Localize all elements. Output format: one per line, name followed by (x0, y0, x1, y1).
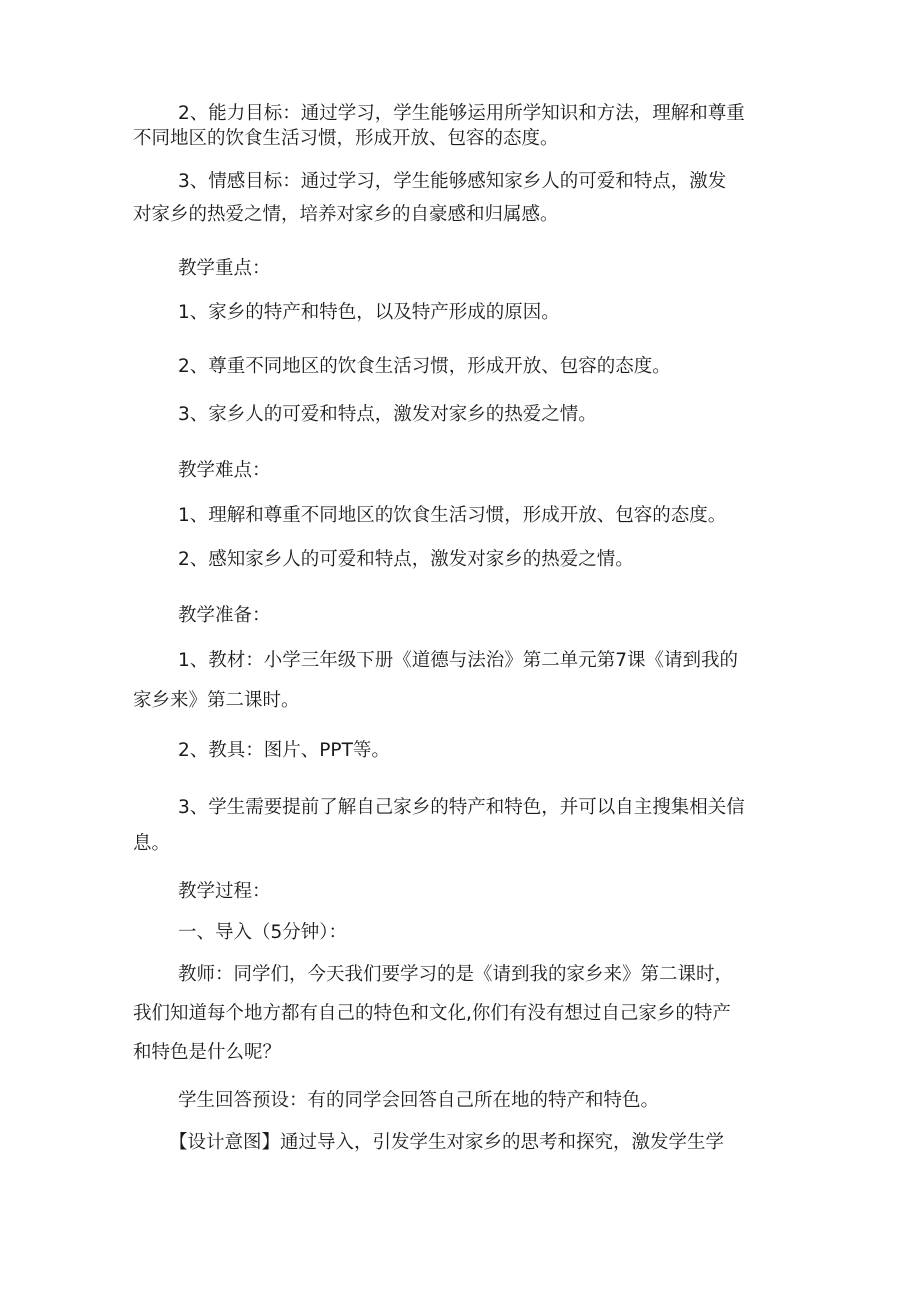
paragraph-difficulty-2 (133, 547, 793, 572)
text-line: 1、教材：小学三年级下册《道德与法治》第二单元第7课《请到我的 (178, 650, 739, 671)
text-line: 教学过程： (178, 881, 271, 902)
paragraph-ability-goal (133, 101, 793, 151)
heading-process (133, 879, 793, 904)
text-line: 1、理解和尊重不同地区的饮食生活习惯，形成开放、包容的态度。 (178, 505, 727, 526)
text-line: 家乡来》第二课时。 (133, 690, 300, 711)
text-line: 教师：同学们，今天我们要学习的是《请到我的家乡来》第二课时， (178, 964, 734, 985)
text-line: 不同地区的饮食生活习惯，形成开放、包容的态度。 (133, 128, 559, 149)
text-line: 2、感知家乡人的可爱和特点，激发对家乡的热爱之情。 (178, 549, 634, 570)
paragraph-prep-2 (133, 738, 793, 763)
paragraph-difficulty-1 (133, 503, 793, 528)
paragraph-key-point-1 (133, 300, 793, 325)
text-line: 1、家乡的特产和特色，以及特产形成的原因。 (178, 302, 560, 323)
heading-key-points (133, 256, 793, 281)
paragraph-prep-1 (133, 648, 793, 713)
heading-intro (133, 920, 793, 945)
text-line: 【设计意图】通过导入，引发学生对家乡的思考和探究，激发学生学 (169, 1132, 725, 1153)
text-line: 我们知道每个地方都有自己的特色和文化,你们有没有想过自己家乡的特产 (133, 1003, 731, 1024)
text-line: 息。 (133, 833, 171, 854)
text-line: 2、教具：图片、PPT等。 (178, 740, 390, 761)
text-line: 教学重点： (178, 258, 271, 279)
paragraph-prep-3 (133, 795, 793, 856)
paragraph-emotion-goal (133, 169, 793, 227)
paragraph-design-intent (133, 1130, 793, 1155)
text-line: 对家乡的热爱之情，培养对家乡的自豪感和归属感。 (133, 204, 559, 225)
text-line: 教学准备： (178, 605, 271, 626)
text-line: 学生回答预设：有的同学会回答自己所在地的特产和特色。 (178, 1090, 660, 1111)
heading-difficulties (133, 458, 793, 483)
text-line: 3、情感目标：通过学习，学生能够感知家乡人的可爱和特点，激发 (178, 171, 727, 192)
text-line: 一、导入（5分钟）： (178, 922, 348, 943)
text-line: 和特色是什么呢？ (133, 1042, 282, 1063)
paragraph-teacher (133, 962, 793, 1065)
heading-preparation (133, 603, 793, 628)
text-line: 2、能力目标：通过学习，学生能够运用所学知识和方法，理解和尊重 (178, 103, 745, 124)
paragraph-student-answer (133, 1088, 793, 1113)
paragraph-key-point-2 (133, 354, 793, 379)
text-line: 2、尊重不同地区的饮食生活习惯，形成开放、包容的态度。 (178, 356, 671, 377)
text-line: 3、学生需要提前了解自己家乡的特产和特色，并可以自主搜集相关信 (178, 797, 745, 818)
text-line: 教学难点： (178, 460, 271, 481)
paragraph-key-point-3 (133, 402, 793, 427)
text-line: 3、家乡人的可爱和特点，激发对家乡的热爱之情。 (178, 404, 597, 425)
